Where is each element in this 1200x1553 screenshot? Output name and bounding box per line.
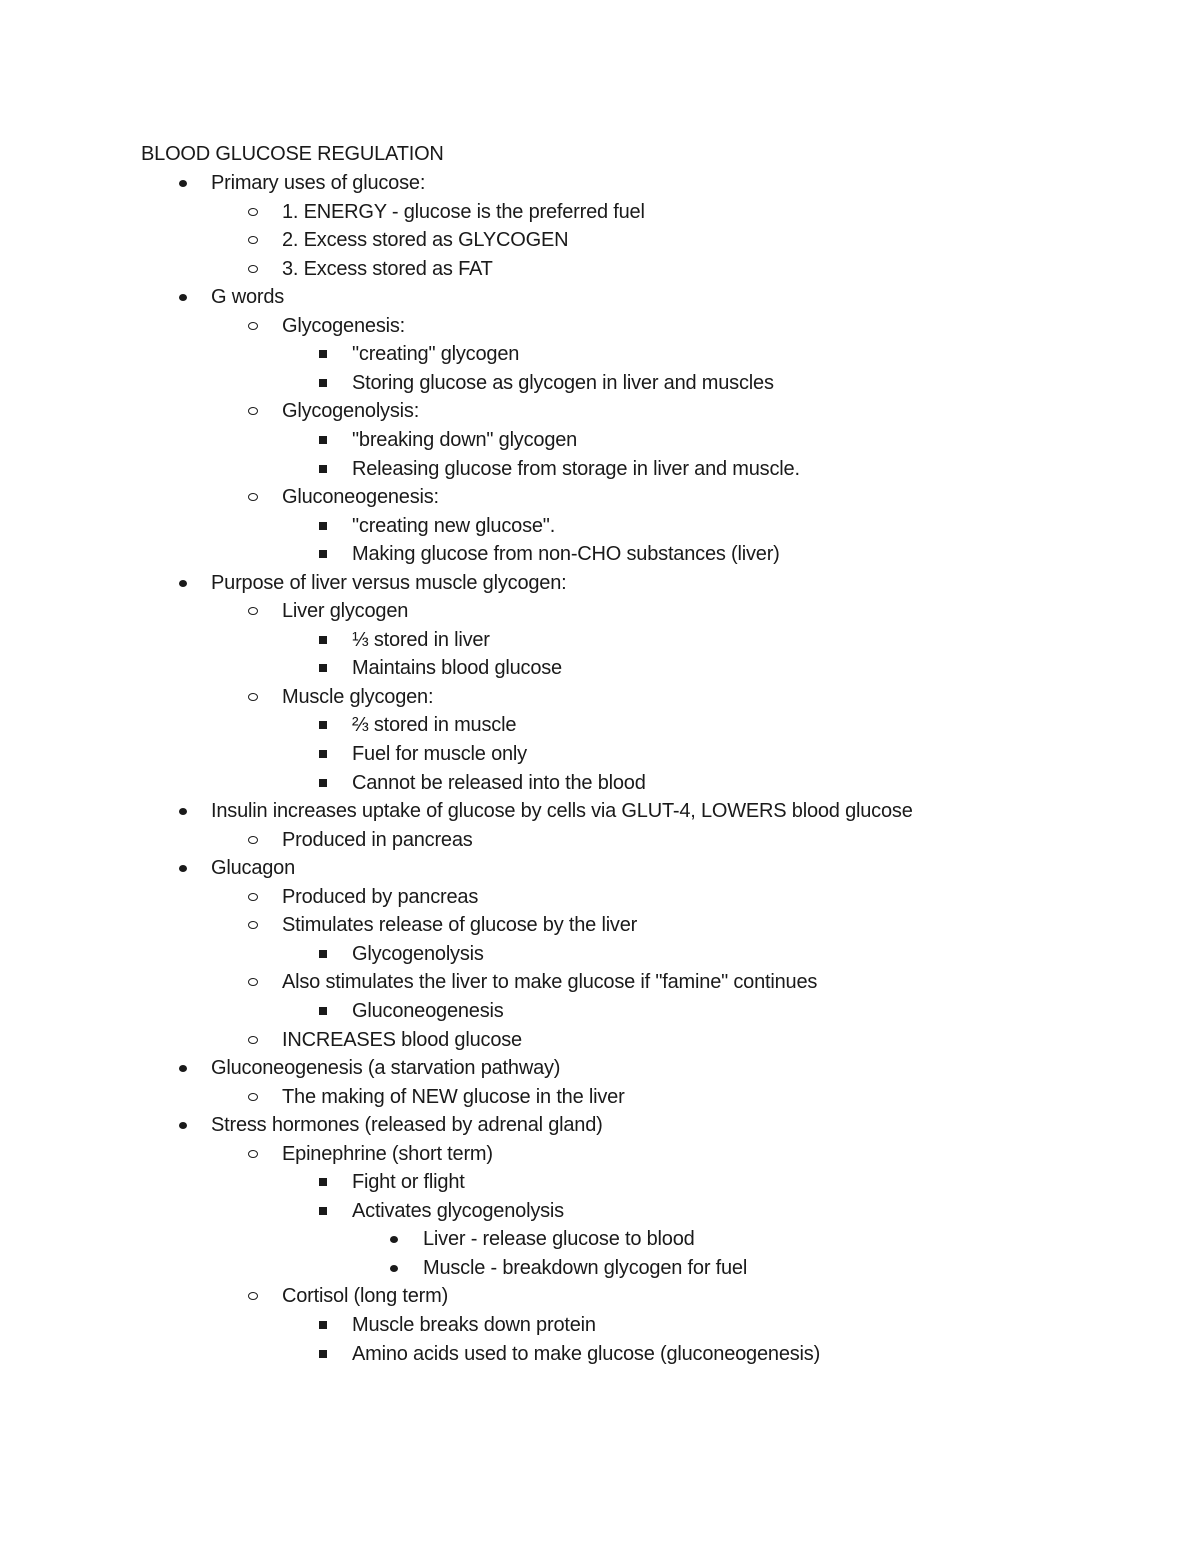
bullet-square-icon [317, 542, 331, 566]
bullet-circle-icon [247, 314, 261, 338]
bullet-square-icon [317, 1313, 331, 1337]
list-item [0, 856, 1200, 880]
bullet-square-icon [317, 656, 331, 680]
list-item [0, 1085, 1200, 1109]
list-item-text: ⅔ stored in muscle [352, 714, 517, 736]
list-item-text: Stimulates release of glucose by the liver [282, 914, 638, 936]
list-item-text: Activates glycogenolysis [352, 1200, 564, 1222]
list-item-text: Fuel for muscle only [352, 743, 527, 765]
bullet-circle-icon [247, 1142, 261, 1166]
list-item [0, 228, 1200, 252]
list-item [0, 1284, 1200, 1308]
bullet-square-icon [317, 942, 331, 966]
list-item [0, 970, 1200, 994]
bullet-square-icon [317, 628, 331, 652]
list-item [0, 457, 1200, 481]
list-item [0, 1142, 1200, 1166]
list-item-text: Amino acids used to make glucose (gluconeogenesis) [352, 1343, 821, 1365]
list-item [0, 171, 1200, 195]
list-item [0, 485, 1200, 509]
list-item-text: Making glucose from non-CHO substances (liver) [352, 543, 780, 565]
list-item [0, 999, 1200, 1023]
list-item [0, 200, 1200, 224]
list-item [0, 828, 1200, 852]
bullet-square-icon [317, 713, 331, 737]
bullet-square-icon [317, 1342, 331, 1366]
bullet-disc-icon [177, 171, 191, 195]
list-item-text: Glucagon [211, 857, 296, 879]
list-item [0, 885, 1200, 909]
list-item-text: Epinephrine (short term) [282, 1143, 493, 1165]
bullet-disc-icon [177, 1113, 191, 1137]
bullet-circle-icon [247, 399, 261, 423]
bullet-square-icon [317, 742, 331, 766]
list-item [0, 942, 1200, 966]
list-item [0, 571, 1200, 595]
list-item-text: Gluconeogenesis (a starvation pathway) [211, 1057, 561, 1079]
list-item-text: Glycogenesis: [282, 315, 406, 337]
list-item-text: Insulin increases uptake of glucose by cells via GLUT-4, LOWERS blood glucose [211, 800, 913, 822]
list-item-text: Also stimulates the liver to make glucose if "famine" continues [282, 971, 818, 993]
list-item [0, 742, 1200, 766]
list-item [0, 257, 1200, 281]
list-item [0, 399, 1200, 423]
list-item [0, 371, 1200, 395]
list-item-text: Liver - release glucose to blood [423, 1228, 695, 1250]
list-item-text: "breaking down" glycogen [352, 429, 578, 451]
list-item-text: Glycogenolysis: [282, 400, 420, 422]
list-item-text: "creating new glucose". [352, 515, 556, 537]
bullet-square-icon [317, 771, 331, 795]
list-item [0, 771, 1200, 795]
list-item-text: "creating" glycogen [352, 343, 520, 365]
list-item-text: Cannot be released into the blood [352, 772, 646, 794]
list-item [0, 542, 1200, 566]
list-item [0, 656, 1200, 680]
list-item [0, 1313, 1200, 1337]
bullet-disc-icon [388, 1227, 402, 1251]
list-item-text: Storing glucose as glycogen in liver and muscles [352, 372, 774, 394]
bullet-square-icon [317, 1170, 331, 1194]
list-item [0, 1056, 1200, 1080]
bullet-disc-icon [177, 856, 191, 880]
bullet-circle-icon [247, 1284, 261, 1308]
bullet-disc-icon [177, 799, 191, 823]
list-item [0, 628, 1200, 652]
bullet-circle-icon [247, 885, 261, 909]
list-item-text: 2. Excess stored as GLYCOGEN [282, 229, 569, 251]
bullet-circle-icon [247, 485, 261, 509]
list-item [0, 342, 1200, 366]
list-item-text: Fight or flight [352, 1171, 465, 1193]
bullet-square-icon [317, 428, 331, 452]
list-item [0, 685, 1200, 709]
list-item-text: Muscle breaks down protein [352, 1314, 596, 1336]
bullet-square-icon [317, 371, 331, 395]
bullet-circle-icon [247, 257, 261, 281]
list-item [0, 1170, 1200, 1194]
bullet-square-icon [317, 457, 331, 481]
list-item-text: Liver glycogen [282, 600, 409, 622]
list-item [0, 1199, 1200, 1223]
list-item-text: Produced by pancreas [282, 886, 479, 908]
bullet-circle-icon [247, 828, 261, 852]
list-item-text: Maintains blood glucose [352, 657, 562, 679]
bullet-square-icon [317, 342, 331, 366]
list-item [0, 285, 1200, 309]
bullet-circle-icon [247, 599, 261, 623]
list-item [0, 799, 1200, 823]
bullet-circle-icon [247, 970, 261, 994]
bullet-disc-icon [388, 1256, 402, 1280]
list-item-text: Muscle - breakdown glycogen for fuel [423, 1257, 748, 1279]
list-item [0, 599, 1200, 623]
list-item-text: Releasing glucose from storage in liver and muscle. [352, 458, 800, 480]
list-item [0, 1113, 1200, 1137]
list-item-text: Glycogenolysis [352, 943, 484, 965]
bullet-circle-icon [247, 200, 261, 224]
list-item-text: Gluconeogenesis: [282, 486, 439, 508]
bullet-disc-icon [177, 571, 191, 595]
bullet-circle-icon [247, 685, 261, 709]
list-item [0, 514, 1200, 538]
list-item-text: G words [211, 286, 285, 308]
list-item-text: Stress hormones (released by adrenal gland) [211, 1114, 603, 1136]
bullet-circle-icon [247, 913, 261, 937]
list-item [0, 1028, 1200, 1052]
list-item-text: Muscle glycogen: [282, 686, 434, 708]
list-item [0, 1227, 1200, 1251]
list-item [0, 428, 1200, 452]
list-item-text: Primary uses of glucose: [211, 172, 426, 194]
list-item [0, 1342, 1200, 1366]
bullet-circle-icon [247, 1085, 261, 1109]
list-item-text: 1. ENERGY - glucose is the preferred fuel [282, 201, 645, 223]
list-item-text: Purpose of liver versus muscle glycogen: [211, 572, 567, 594]
list-item [0, 314, 1200, 338]
list-item [0, 1256, 1200, 1280]
bullet-disc-icon [177, 285, 191, 309]
list-item-text: Produced in pancreas [282, 829, 473, 851]
list-item [0, 913, 1200, 937]
document-title: BLOOD GLUCOSE REGULATION [141, 143, 444, 165]
list-item [0, 713, 1200, 737]
list-item-text: ⅓ stored in liver [352, 629, 490, 651]
list-item-text: The making of NEW glucose in the liver [282, 1086, 625, 1108]
bullet-square-icon [317, 514, 331, 538]
list-item-text: Gluconeogenesis [352, 1000, 504, 1022]
bullet-disc-icon [177, 1056, 191, 1080]
list-item-text: 3. Excess stored as FAT [282, 258, 493, 280]
bullet-circle-icon [247, 228, 261, 252]
bullet-circle-icon [247, 1028, 261, 1052]
bullet-square-icon [317, 1199, 331, 1223]
bullet-square-icon [317, 999, 331, 1023]
list-item-text: Cortisol (long term) [282, 1285, 449, 1307]
list-item-text: INCREASES blood glucose [282, 1029, 522, 1051]
